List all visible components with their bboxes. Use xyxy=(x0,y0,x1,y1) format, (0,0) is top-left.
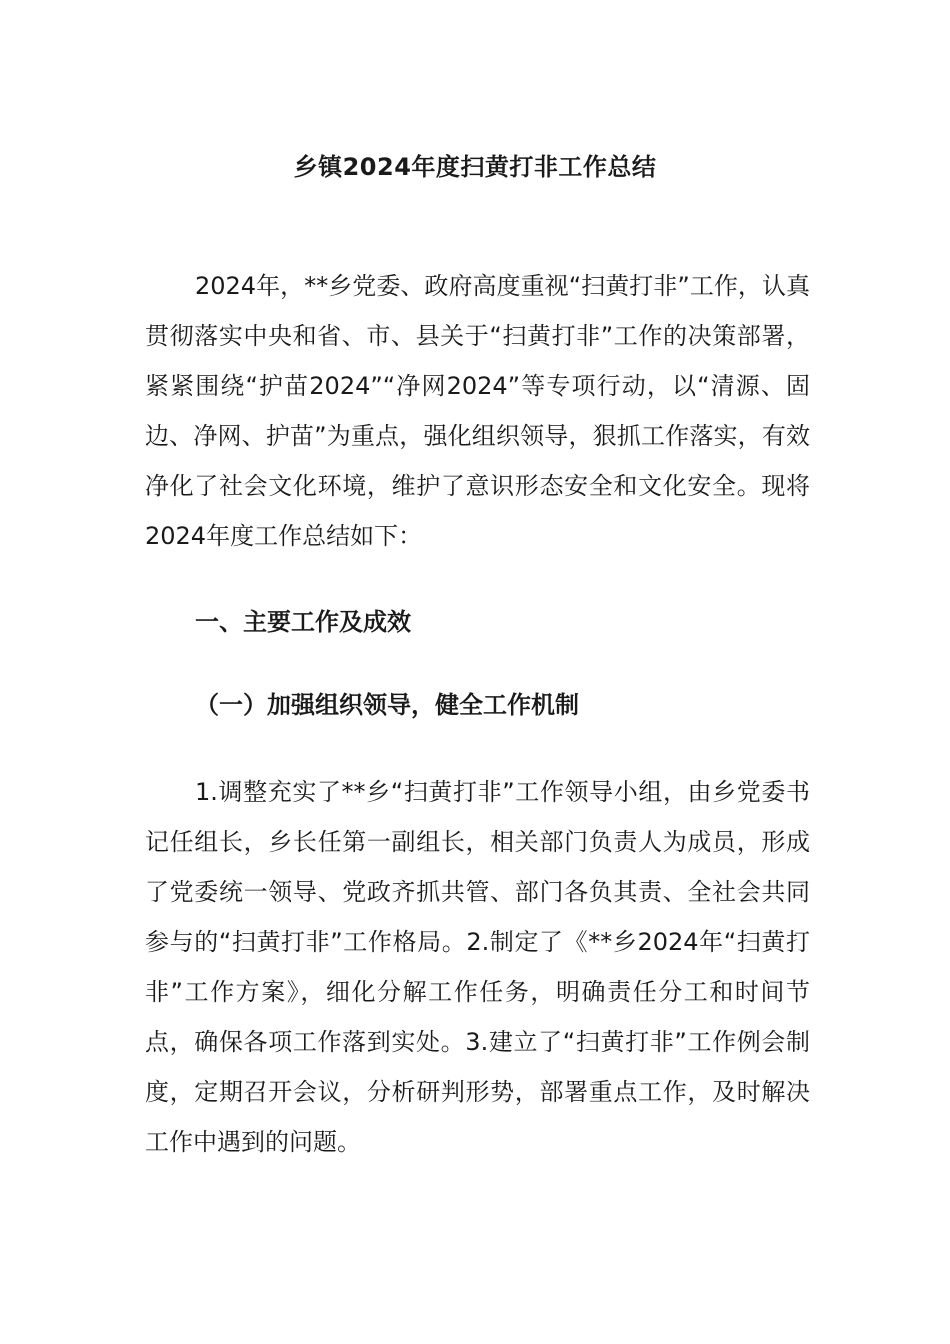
subsection-paragraph: 1.调整充实了**乡“扫黄打非”工作领导小组，由乡党委书记任组长，乡长任第一副组长，相关部门负责人为成员，形成了党委统一领导、党政齐抓共管、部门各负其责、全社会共同参与的“扫黄打非”工作格局。2.制定了《**乡2024年“扫黄打非”工作方案》，细化分解工作任务，明确责任分工和时间节点，确保各项工作落到实处。3.建立了“扫黄打非”工作例会制度，定期召开会议，分析研判形势，部署重点工作，及时解决工作中遇到的问题。 xyxy=(145,778,810,1156)
document-title: 乡镇2024年度扫黄打非工作总结 xyxy=(293,153,657,182)
section-heading-main-work: 一、主要工作及成效 xyxy=(195,608,411,636)
intro-paragraph: 2024年，**乡党委、政府高度重视“扫黄打非”工作，认真贯彻落实中央和省、市、县关于“扫黄打非”工作的决策部署，紧紧围绕“护苗2024”“净网2024”等专项行动，以“清源、固边、净网、护苗”为重点，强化组织领导，狠抓工作落实，有效净化了社会文化环境，维护了意识形态安全和文化安全。现将2024年度工作总结如下： xyxy=(145,272,810,550)
subsection-heading-organization: （一）加强组织领导，健全工作机制 xyxy=(195,691,579,719)
